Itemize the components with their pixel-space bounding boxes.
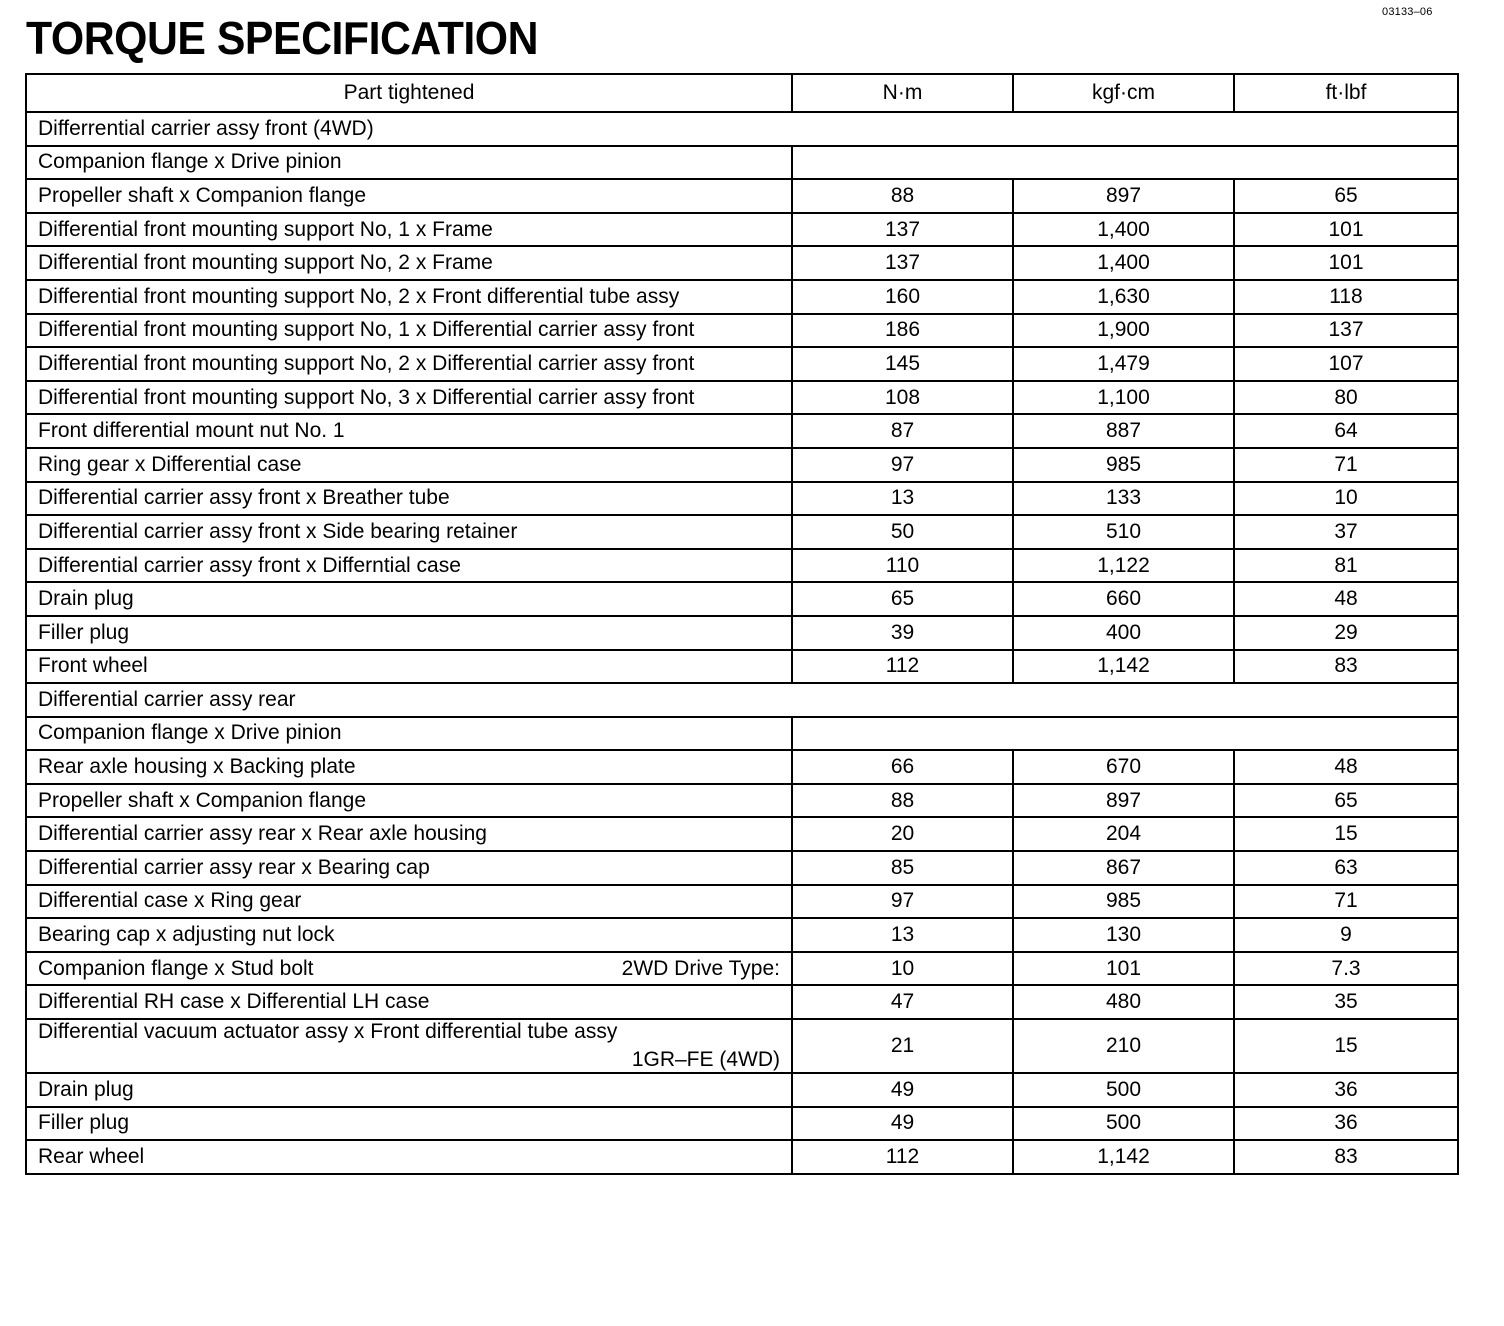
part-cell: Front wheel [26,650,792,684]
torque-nm-cell: 97 [792,448,1013,482]
torque-kgfcm-cell: 133 [1013,482,1234,516]
torque-nm-cell: 87 [792,414,1013,448]
torque-nm-cell: 137 [792,213,1013,247]
part-cell: Differential front mounting support No, 2 x Front differential tube assy [26,280,792,314]
part-cell: Differential carrier assy front x Breather tube [26,482,792,516]
torque-ftlbf-cell: 65 [1234,179,1458,213]
torque-ftlbf-cell: 65 [1234,784,1458,818]
part-cell: Front differential mount nut No. 1 [26,414,792,448]
table-row [26,885,1458,919]
torque-kgfcm-cell: 480 [1013,985,1234,1019]
section-row [26,683,1458,717]
torque-ftlbf-cell: 118 [1234,280,1458,314]
part-name: Companion flange x Stud bolt [38,956,314,980]
table-row [26,616,1458,650]
table-row [26,952,1458,986]
torque-nm-cell: 160 [792,280,1013,314]
part-cell: Companion flange x Drive pinion [26,717,792,751]
torque-ftlbf-cell: 15 [1234,817,1458,851]
document-code: 03133–06 [1382,6,1433,18]
part-cell: Differential RH case x Differential LH case [26,985,792,1019]
torque-kgfcm-cell: 1,630 [1013,280,1234,314]
torque-nm-cell: 10 [792,952,1013,986]
table-row [26,582,1458,616]
torque-ftlbf-cell: 29 [1234,616,1458,650]
table-body [26,112,1458,1174]
torque-nm-cell: 49 [792,1107,1013,1141]
torque-kgfcm-cell: 1,900 [1013,314,1234,348]
torque-kgfcm-cell: 1,142 [1013,650,1234,684]
part-cell: Differential front mounting support No, 3 x Differential carrier assy front [26,381,792,415]
subhead-row [26,717,1458,751]
torque-nm-cell: 13 [792,482,1013,516]
section-label: Differential carrier assy rear [26,683,1458,717]
torque-kgfcm-cell: 500 [1013,1073,1234,1107]
torque-nm-cell: 186 [792,314,1013,348]
torque-ftlbf-cell: 36 [1234,1073,1458,1107]
table-row [26,784,1458,818]
torque-nm-cell: 108 [792,381,1013,415]
torque-kgfcm-cell: 400 [1013,616,1234,650]
part-cell: Filler plug [26,1107,792,1141]
torque-ftlbf-cell: 71 [1234,885,1458,919]
torque-table [25,73,1459,1175]
torque-ftlbf-cell: 64 [1234,414,1458,448]
torque-kgfcm-cell: 210 [1013,1019,1234,1073]
torque-ftlbf-cell: 35 [1234,985,1458,1019]
torque-ftlbf-cell: 37 [1234,515,1458,549]
column-header-nm: N·m [792,74,1013,112]
torque-ftlbf-cell: 81 [1234,549,1458,583]
torque-nm-cell: 21 [792,1019,1013,1073]
subhead-row [26,146,1458,180]
torque-kgfcm-cell: 660 [1013,582,1234,616]
table-row [26,347,1458,381]
torque-nm-cell: 39 [792,616,1013,650]
table-row [26,314,1458,348]
table-row [26,179,1458,213]
part-name: Differential vacuum actuator assy x Front differential tube assy [38,1020,618,1044]
part-cell: Rear wheel [26,1140,792,1174]
empty-value-cell [792,717,1458,751]
torque-ftlbf-cell: 71 [1234,448,1458,482]
torque-kgfcm-cell: 130 [1013,918,1234,952]
table-row [26,213,1458,247]
torque-kgfcm-cell: 887 [1013,414,1234,448]
part-cell [26,952,792,986]
table-row [26,515,1458,549]
table-row [26,482,1458,516]
part-note: 1GR–FE (4WD) [631,1048,780,1072]
table-row [26,918,1458,952]
part-cell: Differential carrier assy front x Differntial case [26,549,792,583]
column-header-ftlbf: ft·lbf [1234,74,1458,112]
torque-kgfcm-cell: 897 [1013,179,1234,213]
torque-ftlbf-cell: 101 [1234,213,1458,247]
part-cell [26,1019,792,1073]
table-row [26,448,1458,482]
table-row [26,414,1458,448]
part-note: 2WD Drive Type: [621,956,780,980]
part-cell: Rear axle housing x Backing plate [26,750,792,784]
table-row [26,1073,1458,1107]
part-cell: Differential front mounting support No, 1 x Differential carrier assy front [26,314,792,348]
torque-kgfcm-cell: 985 [1013,885,1234,919]
section-row [26,112,1458,146]
table-row [26,851,1458,885]
torque-ftlbf-cell: 83 [1234,650,1458,684]
torque-ftlbf-cell: 15 [1234,1019,1458,1073]
part-cell: Bearing cap x adjusting nut lock [26,918,792,952]
torque-nm-cell: 112 [792,650,1013,684]
torque-kgfcm-cell: 510 [1013,515,1234,549]
torque-kgfcm-cell: 1,400 [1013,213,1234,247]
torque-kgfcm-cell: 867 [1013,851,1234,885]
table-row [26,1140,1458,1174]
part-cell: Propeller shaft x Companion flange [26,784,792,818]
table-row [26,1107,1458,1141]
torque-ftlbf-cell: 137 [1234,314,1458,348]
table-row [26,817,1458,851]
torque-nm-cell: 66 [792,750,1013,784]
torque-nm-cell: 88 [792,179,1013,213]
torque-ftlbf-cell: 63 [1234,851,1458,885]
torque-nm-cell: 88 [792,784,1013,818]
empty-value-cell [792,146,1458,180]
torque-nm-cell: 65 [792,582,1013,616]
torque-kgfcm-cell: 985 [1013,448,1234,482]
torque-ftlbf-cell: 101 [1234,246,1458,280]
page-title: TORQUE SPECIFICATION [26,12,539,64]
torque-ftlbf-cell: 7.3 [1234,952,1458,986]
part-cell: Drain plug [26,582,792,616]
table-row [26,1019,1458,1073]
part-cell: Differential carrier assy front x Side bearing retainer [26,515,792,549]
table-row [26,985,1458,1019]
part-cell: Differential carrier assy rear x Rear axle housing [26,817,792,851]
torque-kgfcm-cell: 500 [1013,1107,1234,1141]
torque-ftlbf-cell: 9 [1234,918,1458,952]
torque-ftlbf-cell: 36 [1234,1107,1458,1141]
torque-ftlbf-cell: 83 [1234,1140,1458,1174]
torque-kgfcm-cell: 1,142 [1013,1140,1234,1174]
table-row [26,549,1458,583]
part-cell: Ring gear x Differential case [26,448,792,482]
torque-ftlbf-cell: 48 [1234,582,1458,616]
torque-nm-cell: 110 [792,549,1013,583]
torque-ftlbf-cell: 80 [1234,381,1458,415]
torque-nm-cell: 112 [792,1140,1013,1174]
torque-nm-cell: 49 [792,1073,1013,1107]
torque-ftlbf-cell: 10 [1234,482,1458,516]
torque-nm-cell: 145 [792,347,1013,381]
torque-ftlbf-cell: 107 [1234,347,1458,381]
part-cell: Differential case x Ring gear [26,885,792,919]
table-row [26,246,1458,280]
part-cell: Differential carrier assy rear x Bearing cap [26,851,792,885]
table-row [26,650,1458,684]
torque-kgfcm-cell: 204 [1013,817,1234,851]
column-header-part: Part tightened [26,74,792,112]
table-row [26,750,1458,784]
torque-nm-cell: 13 [792,918,1013,952]
part-cell: Companion flange x Drive pinion [26,146,792,180]
torque-kgfcm-cell: 101 [1013,952,1234,986]
torque-kgfcm-cell: 1,100 [1013,381,1234,415]
torque-nm-cell: 20 [792,817,1013,851]
torque-kgfcm-cell: 1,479 [1013,347,1234,381]
section-label: Differrential carrier assy front (4WD) [26,112,1458,146]
torque-kgfcm-cell: 1,122 [1013,549,1234,583]
torque-nm-cell: 137 [792,246,1013,280]
part-cell: Filler plug [26,616,792,650]
table-row [26,280,1458,314]
table-row [26,381,1458,415]
part-cell: Differential front mounting support No, 1 x Frame [26,213,792,247]
table-header-row [26,74,1458,112]
part-cell: Differential front mounting support No, 2 x Differential carrier assy front [26,347,792,381]
torque-nm-cell: 47 [792,985,1013,1019]
torque-nm-cell: 50 [792,515,1013,549]
column-header-kgfcm: kgf·cm [1013,74,1234,112]
torque-nm-cell: 85 [792,851,1013,885]
torque-nm-cell: 97 [792,885,1013,919]
torque-ftlbf-cell: 48 [1234,750,1458,784]
torque-kgfcm-cell: 1,400 [1013,246,1234,280]
torque-kgfcm-cell: 670 [1013,750,1234,784]
part-cell: Drain plug [26,1073,792,1107]
part-cell: Propeller shaft x Companion flange [26,179,792,213]
part-cell: Differential front mounting support No, 2 x Frame [26,246,792,280]
torque-kgfcm-cell: 897 [1013,784,1234,818]
